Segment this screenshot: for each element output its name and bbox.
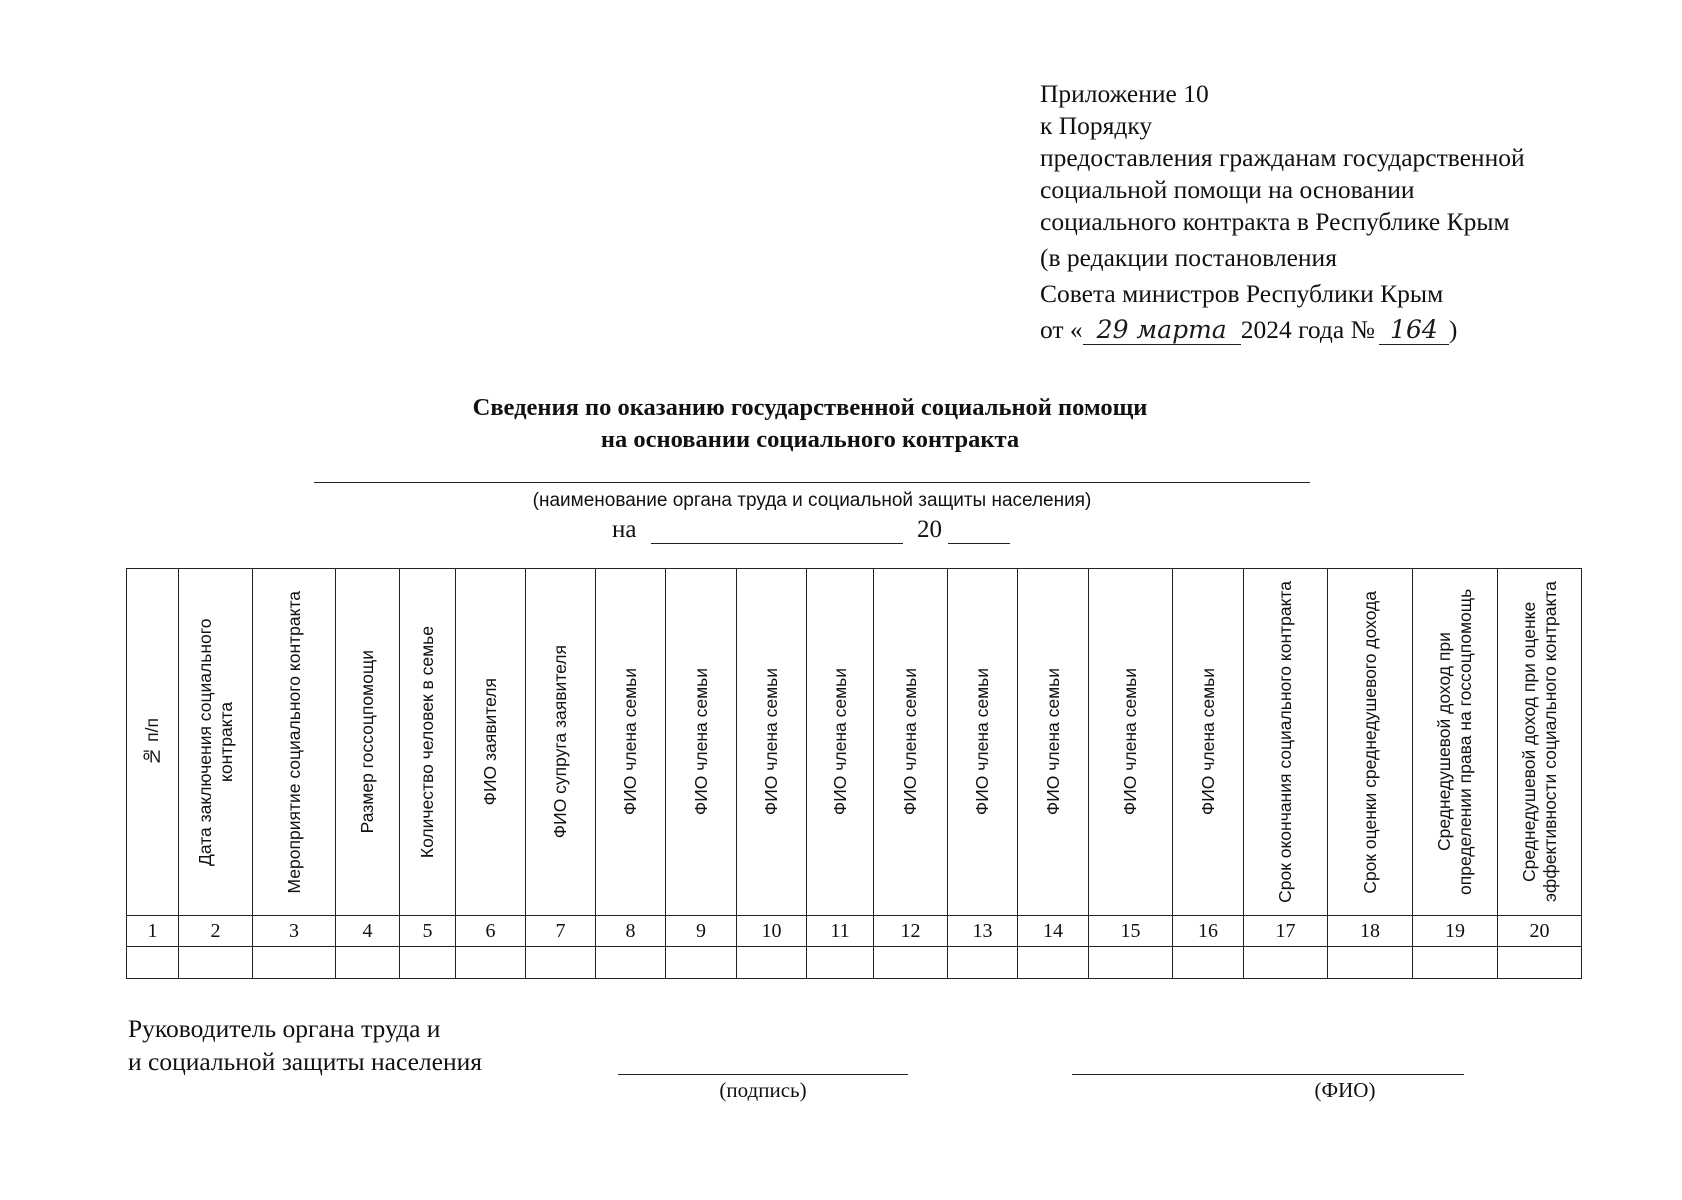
header-cell	[596, 569, 666, 916]
header-cell	[127, 569, 179, 916]
header-label: ФИО члена семьи	[1042, 668, 1063, 816]
column-number: 17	[1244, 916, 1328, 947]
appendix-number: Приложение 10	[1040, 79, 1209, 108]
column-number: 16	[1173, 916, 1244, 947]
column-number: 2	[179, 916, 253, 947]
fio-caption: (ФИО)	[1314, 1078, 1376, 1102]
year-text: 2024 года №	[1240, 315, 1375, 344]
header-label: ФИО члена семьи	[900, 668, 920, 816]
header-cell	[1498, 569, 1582, 916]
head-title-line: Руководитель органа труда и	[128, 1014, 441, 1043]
column-number: 19	[1413, 916, 1498, 947]
table-cell[interactable]	[666, 947, 737, 979]
date-prefix-label: на	[612, 516, 637, 543]
header-cell	[456, 569, 526, 916]
column-number: 13	[948, 916, 1018, 947]
header-cell	[1173, 569, 1244, 916]
column-number-row	[127, 916, 1582, 947]
header-label: ФИО заявителя	[480, 678, 500, 806]
handwritten-number: 164	[1379, 316, 1449, 345]
appendix-date-line	[1040, 314, 1640, 346]
appendix-line: социальной помощи на основании	[1040, 175, 1415, 204]
table-cell[interactable]	[336, 947, 400, 979]
column-number: 1	[127, 916, 179, 947]
signature-line	[618, 1074, 908, 1075]
table-cell[interactable]	[253, 947, 336, 979]
column-number: 18	[1328, 916, 1413, 947]
table-cell[interactable]	[1413, 947, 1498, 979]
appendix-line: предоставления гражданам государственной	[1040, 143, 1525, 172]
head-title	[128, 1012, 482, 1078]
column-number: 8	[596, 916, 666, 947]
table-cell[interactable]	[948, 947, 1018, 979]
header-cell	[1018, 569, 1089, 916]
header-label: Мероприятие социального контракта	[283, 590, 304, 894]
appendix-line: социального контракта в Республике Крым	[1040, 207, 1510, 236]
header-cell	[1089, 569, 1173, 916]
title-line: Сведения по оказанию государственной социальной помощи	[472, 394, 1148, 421]
table-cell[interactable]	[1328, 947, 1413, 979]
header-label: ФИО супруга заявителя	[550, 645, 570, 839]
close-paren: )	[1448, 315, 1458, 344]
header-label: Срок оценки среднедушевого дохода	[1359, 590, 1380, 894]
appendix-line: к Порядку	[1040, 111, 1153, 140]
column-number: 20	[1498, 916, 1582, 947]
table-header-row	[127, 569, 1582, 916]
header-cell	[253, 569, 336, 916]
signature-caption: (подпись)	[719, 1078, 807, 1102]
data-table-wrapper	[126, 568, 1582, 979]
org-name-line	[314, 482, 1310, 483]
title-line: на основании социального контракта	[600, 426, 1020, 453]
table-cell[interactable]	[1498, 947, 1582, 979]
column-number: 4	[336, 916, 400, 947]
header-cell	[666, 569, 737, 916]
fio-line	[1072, 1074, 1464, 1075]
column-number: 3	[253, 916, 336, 947]
header-label: ФИО члена семьи	[761, 668, 781, 816]
column-number: 9	[666, 916, 737, 947]
data-table	[126, 568, 1582, 979]
report-date-row	[612, 516, 1010, 546]
header-label: ФИО члена семьи	[620, 668, 640, 816]
header-cell	[948, 569, 1018, 916]
header-label: Среднедушевой доход при определении права на госсоцпомощь	[1434, 588, 1475, 896]
century-label: 20	[916, 516, 942, 543]
table-cell[interactable]	[127, 947, 179, 979]
header-cell	[400, 569, 456, 916]
header-label: Количество человек в семье	[417, 625, 437, 859]
header-cell	[179, 569, 253, 916]
table-cell[interactable]	[874, 947, 948, 979]
header-cell	[807, 569, 874, 916]
report-year-blank	[948, 517, 1010, 544]
header-label: ФИО члена семьи	[972, 668, 992, 816]
header-label: ФИО члена семьи	[1197, 668, 1218, 816]
table-cell[interactable]	[1018, 947, 1089, 979]
column-number: 7	[526, 916, 596, 947]
table-cell[interactable]	[179, 947, 253, 979]
report-date-blank	[651, 517, 903, 544]
header-label: ФИО члена семьи	[690, 668, 711, 816]
header-label: Дата заключения социального контракта	[194, 618, 236, 866]
header-cell	[874, 569, 948, 916]
column-number: 12	[874, 916, 948, 947]
column-number: 6	[456, 916, 526, 947]
header-cell	[336, 569, 400, 916]
table-cell[interactable]	[526, 947, 596, 979]
header-label: Срок окончания социального контракта	[1275, 581, 1295, 903]
header-label: Среднедушевой доход при оценке эффективности социального контракта	[1518, 581, 1560, 903]
header-cell	[737, 569, 807, 916]
header-label: ФИО члена семьи	[829, 668, 850, 816]
table-cell[interactable]	[1173, 947, 1244, 979]
table-cell[interactable]	[456, 947, 526, 979]
column-number: 11	[807, 916, 874, 947]
header-cell	[526, 569, 596, 916]
handwritten-date: 29 марта	[1083, 316, 1241, 345]
column-number: 14	[1018, 916, 1089, 947]
head-title-line: и социальной защиты населения	[128, 1047, 482, 1076]
table-cell[interactable]	[596, 947, 666, 979]
table-cell[interactable]	[807, 947, 874, 979]
appendix-line: Совета министров Республики Крым	[1040, 279, 1444, 308]
table-row	[127, 947, 1582, 979]
table-cell[interactable]	[737, 947, 807, 979]
date-prefix: от «	[1040, 315, 1083, 344]
column-number: 15	[1089, 916, 1173, 947]
org-name-caption: (наименование органа труда и социальной защиты населения)	[532, 490, 1092, 511]
header-cell	[1328, 569, 1413, 916]
header-label: № п/п	[142, 717, 162, 767]
document-title	[300, 392, 1320, 456]
header-cell	[1413, 569, 1498, 916]
header-label: Размер госсоцпомощи	[357, 650, 377, 834]
appendix-block	[1040, 78, 1640, 346]
column-number: 10	[737, 916, 807, 947]
header-cell	[1244, 569, 1328, 916]
column-number: 5	[400, 916, 456, 947]
table-cell[interactable]	[1089, 947, 1173, 979]
table-cell[interactable]	[400, 947, 456, 979]
appendix-line: (в редакции постановления	[1040, 243, 1337, 272]
table-cell[interactable]	[1244, 947, 1328, 979]
header-label: ФИО члена семьи	[1120, 668, 1140, 816]
